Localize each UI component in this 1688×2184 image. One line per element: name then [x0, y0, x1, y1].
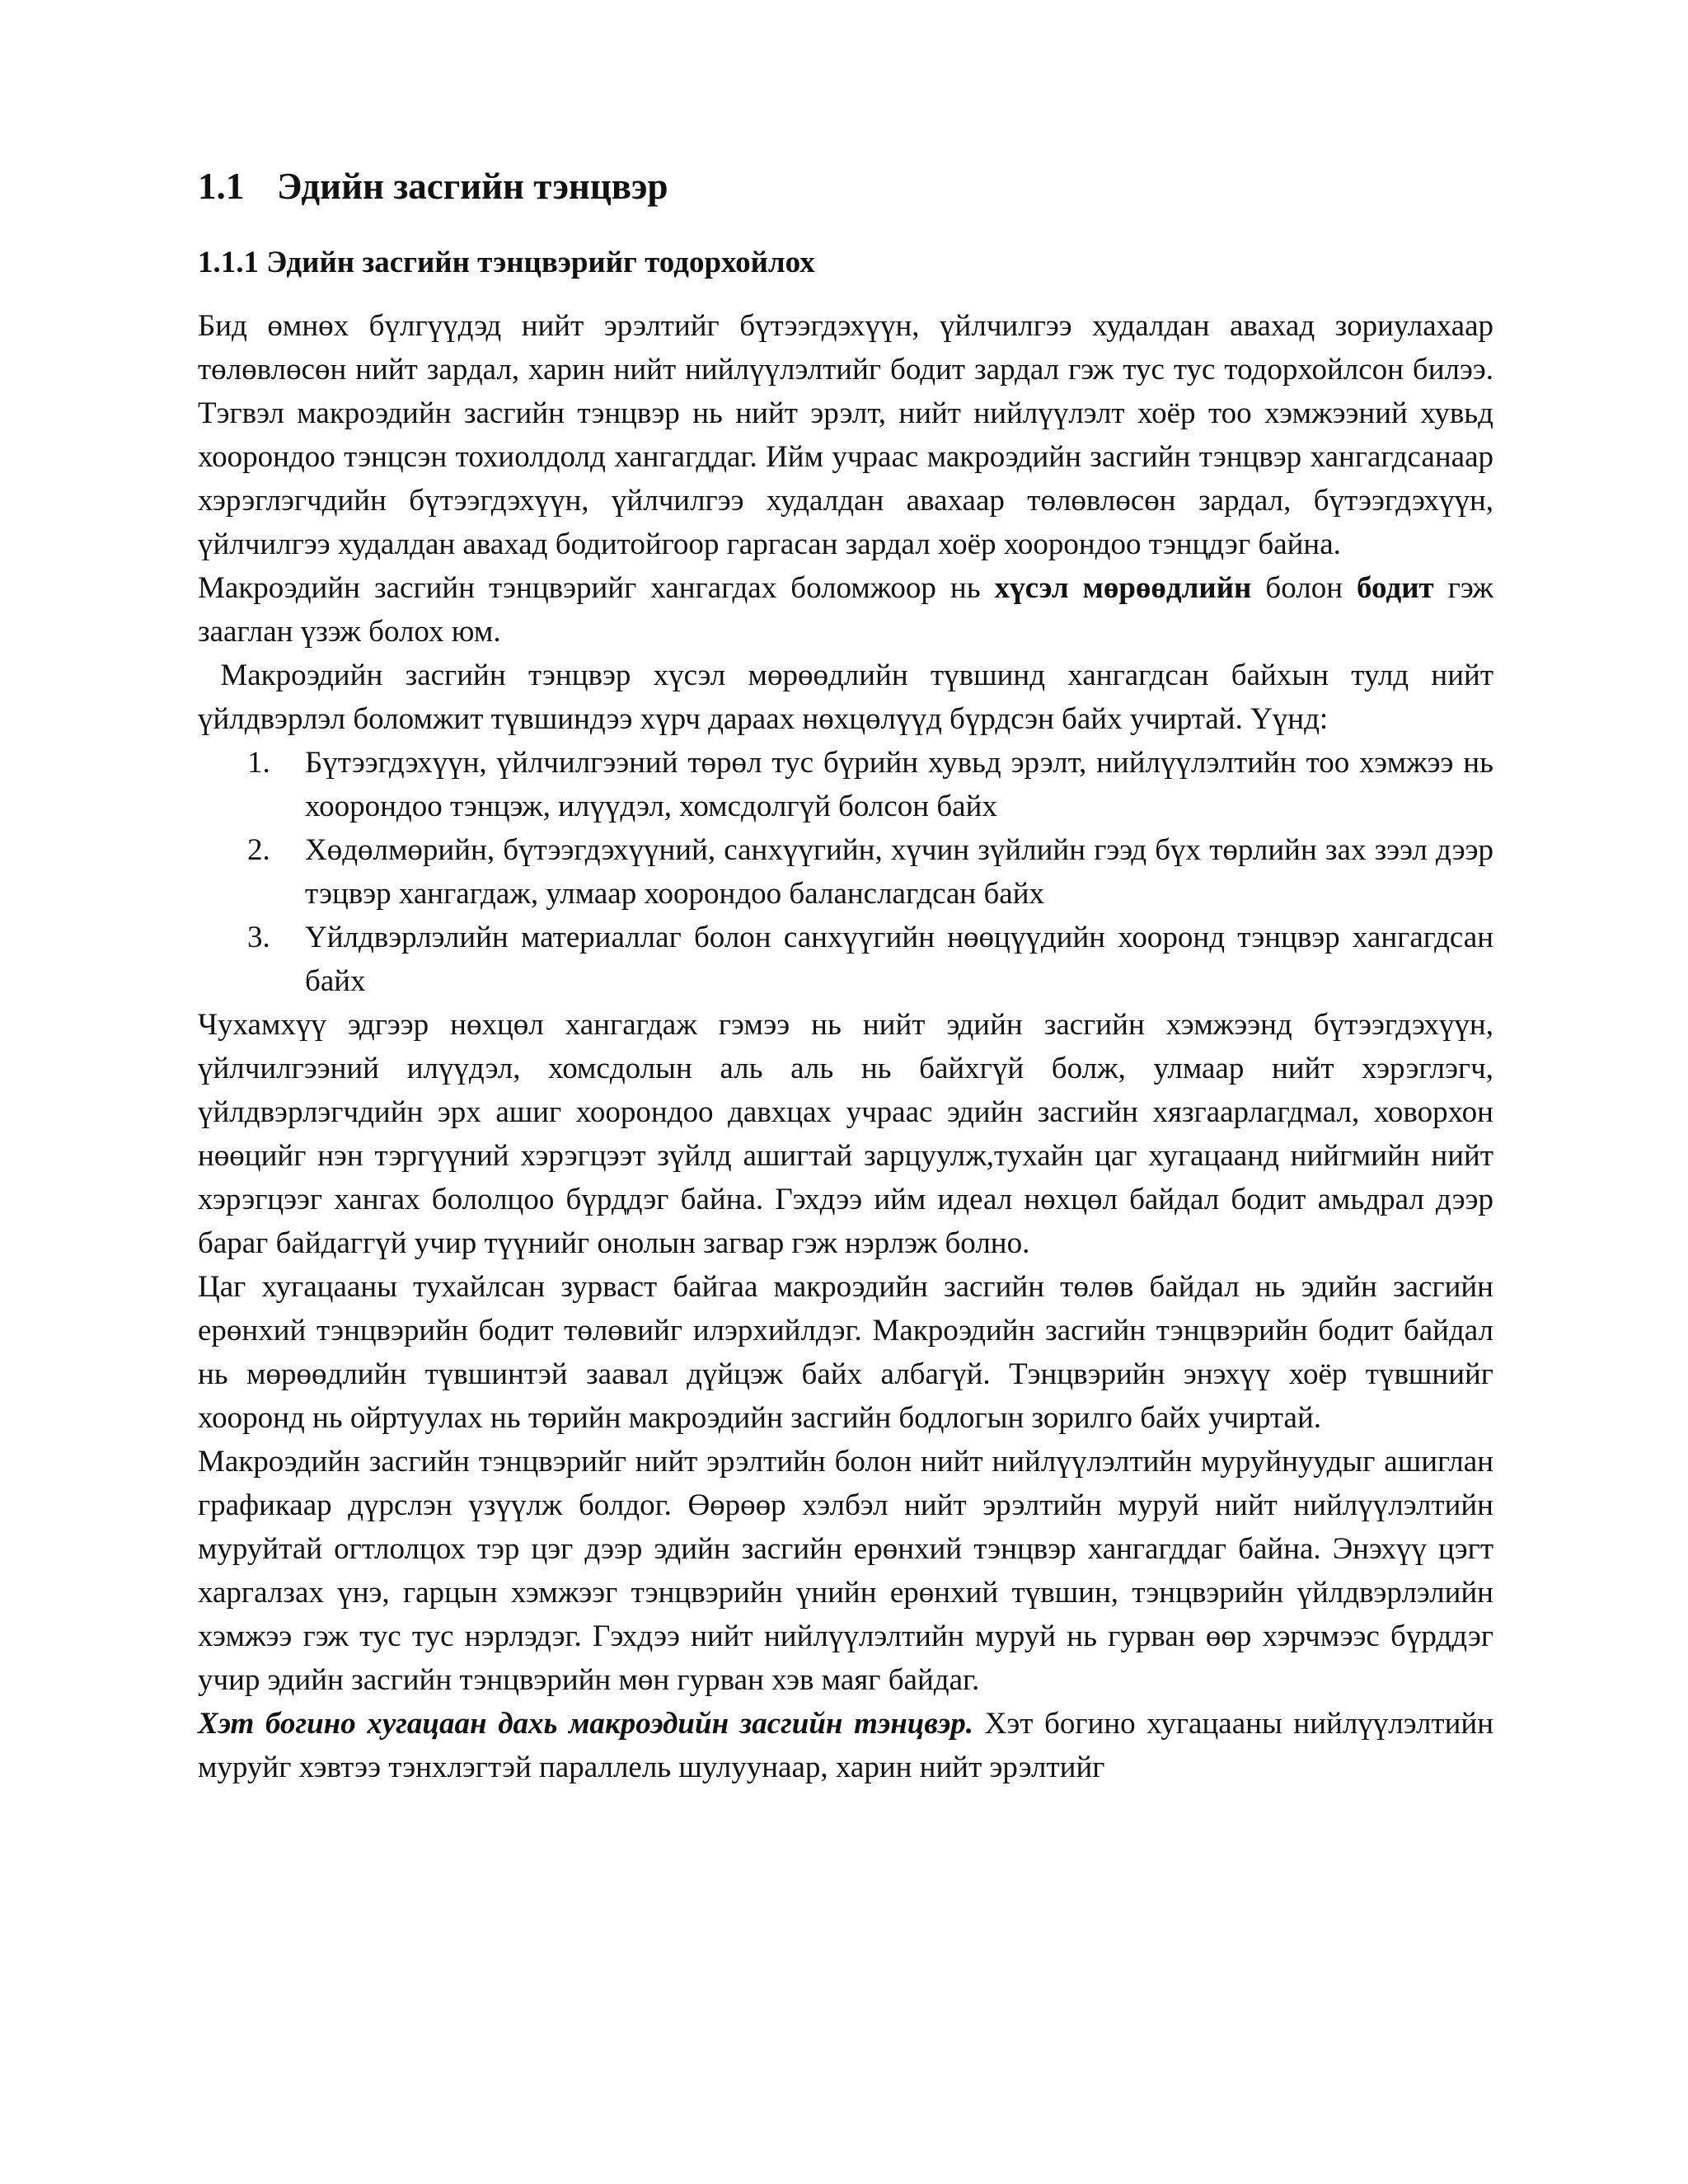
paragraph-6: Макроэдийн засгийн тэнцвэрийг нийт эрэлтийн болон нийт нийлүүлэлтийн муруйнуудыг ашиглан графикаар дүрслэн үзүүлж болдог. Өөрөөр хэлбэл нийт эрэлтийн муруй нийт нийлүүлэлтийн муруйтай огтлолцох тэр цэг дээр эдийн засгийн ерөнхий тэнцвэр хангагддаг байна. Энэхүү цэгт харгалзах үнэ, гарцын хэмжээг тэнцвэрийн үнийн ерөнхий түвшин, тэнцвэрийн үйлдвэрлэлийн хэмжээ гэж тус тус нэрлэдэг. Гэхдээ нийт нийлүүлэлтийн муруй нь гурван өөр хэрчмээс бүрддэг учир эдийн засгийн тэнцвэрийн мөн гурван хэв маяг байдаг.	[198, 1445, 1493, 1697]
list-item-number: 1.	[247, 746, 270, 780]
section-title: Эдийн засгийн тэнцвэр	[277, 166, 668, 207]
list-item-number: 2.	[247, 833, 270, 867]
subsection-heading: 1.1.1 Эдийн засгийн тэнцвэрийг тодорхойлох	[198, 246, 815, 279]
list-item-text: Хөдөлмөрийн, бүтээгдэхүүний, санхүүгийн, хүчин зүйлийн гээд бүх төрлийн зах зээл дээр тэцвэр хангагдаж, улмаар хоорондоо баланслагдсан байх	[305, 833, 1493, 911]
list-item-text: Үйлдвэрлэлийн материаллаг болон санхүүгийн нөөцүүдийн хооронд тэнцвэр хангагдсан байх	[305, 921, 1493, 998]
paragraph-2-pre: Макроэдийн засгийн тэнцвэрийг хангагдах боломжоор нь	[198, 571, 995, 605]
list-item-text: Бүтээгдэхүүн, үйлчилгээний төрөл тус бүрийн хувьд эрэлт, нийлүүлэлтийн тоо хэмжээ нь хоорондоо тэнцэж, илүүдэл, хомсдолгүй болсон байх	[305, 746, 1493, 823]
paragraph-7-bold-italic: Хэт богино хугацаан дахь макроэдийн засгийн тэнцвэр.	[198, 1707, 973, 1741]
paragraph-2-post: гэж зааглан үзэж болох юм.	[198, 571, 1493, 649]
conditions-list	[198, 741, 1493, 1003]
paragraph-5: Цаг хугацааны тухайлсан зурваст байгаа макроэдийн засгийн төлөв байдал нь эдийн засгийн ерөнхий тэнцвэрийн бодит төлөвийг илэрхийлдэг. Макроэдийн засгийн тэнцвэрийн бодит байдал нь мөрөөдлийн түвшинтэй заавал дүйцэж байх албагүй. Тэнцвэрийн энэхүү хоёр түвшнийг хооронд нь ойртуулах нь төрийн макроэдийн засгийн бодлогын зорилго байх учиртай.	[198, 1270, 1493, 1435]
list-item	[198, 828, 1493, 916]
paragraph-2-bold-2: бодит	[1357, 571, 1434, 605]
list-item	[198, 916, 1493, 1003]
section-number: 1.1	[198, 166, 245, 207]
paragraph-1: Бид өмнөх бүлгүүдэд нийт эрэлтийг бүтээгдэхүүн, үйлчилгээ худалдан авахад зориулахаар төлөвлөсөн нийт зардал, харин нийт нийлүүлэлтийг бодит зардал гэж тус тус тодорхойлсон билээ. Тэгвэл макроэдийн засгийн тэнцвэр нь нийт эрэлт, нийт нийлүүлэлт хоёр тоо хэмжээний хувьд хоорондоо тэнцсэн тохиолдолд хангагддаг. Ийм учраас макроэдийн засгийн тэнцвэр хангагдсанаар хэрэглэгчдийн бүтээгдэхүүн, үйлчилгээ худалдан авахаар төлөвлөсөн зардал, бүтээгдэхүүн, үйлчилгээ худалдан авахад бодитойгоор гаргасан зардал хоёр хоорондоо тэнцдэг байна.	[198, 309, 1493, 561]
paragraph-2-bold-1: хүсэл мөрөөдлийн	[994, 571, 1252, 605]
paragraph-3: Макроэдийн засгийн тэнцвэр хүсэл мөрөөдлийн түвшинд хангагдсан байхын тулд нийт үйлдвэрлэл боломжит түвшиндээ хүрч дараах нөхцөлүүд бүрдсэн байх учиртай. Үүнд:	[198, 658, 1502, 736]
list-item	[198, 741, 1493, 828]
paragraph-7-rest: Хэт богино хугацааны нийлүүлэлтийн муруйг хэвтээ тэнхлэгтэй параллель шулуунаар, харин нийт эрэлтийг	[198, 1707, 1493, 1784]
paragraph-4: Чухамхүү эдгээр нөхцөл хангагдаж гэмээ нь нийт эдийн засгийн хэмжээнд бүтээгдэхүүн, үйлчилгээний илүүдэл, хомсдолын аль аль нь байхгүй болж, улмаар нийт хэрэглэгч, үйлдвэрлэгчдийн эрх ашиг хоорондоо давхцах учраас эдийн засгийн хязгаарлагдмал, ховорхон нөөцийг нэн тэргүүний хэрэгцээт зүйлд ашигтай зарцуулж,тухайн цаг хугацаанд нийгмийн нийт хэрэгцээг хангах бололцоо бүрддэг байна. Гэхдээ ийм идеал нөхцөл байдал бодит амьдрал дээр бараг байдаггүй учир түүнийг онолын загвар гэж нэрлэж болно.	[198, 1008, 1493, 1260]
paragraph-2-mid: болон	[1251, 571, 1357, 605]
document-page	[198, 162, 1502, 1789]
section-heading	[198, 162, 1493, 211]
paragraph-7	[198, 1702, 1493, 1789]
paragraph-2	[198, 566, 1493, 654]
list-item-number: 3.	[247, 921, 270, 954]
